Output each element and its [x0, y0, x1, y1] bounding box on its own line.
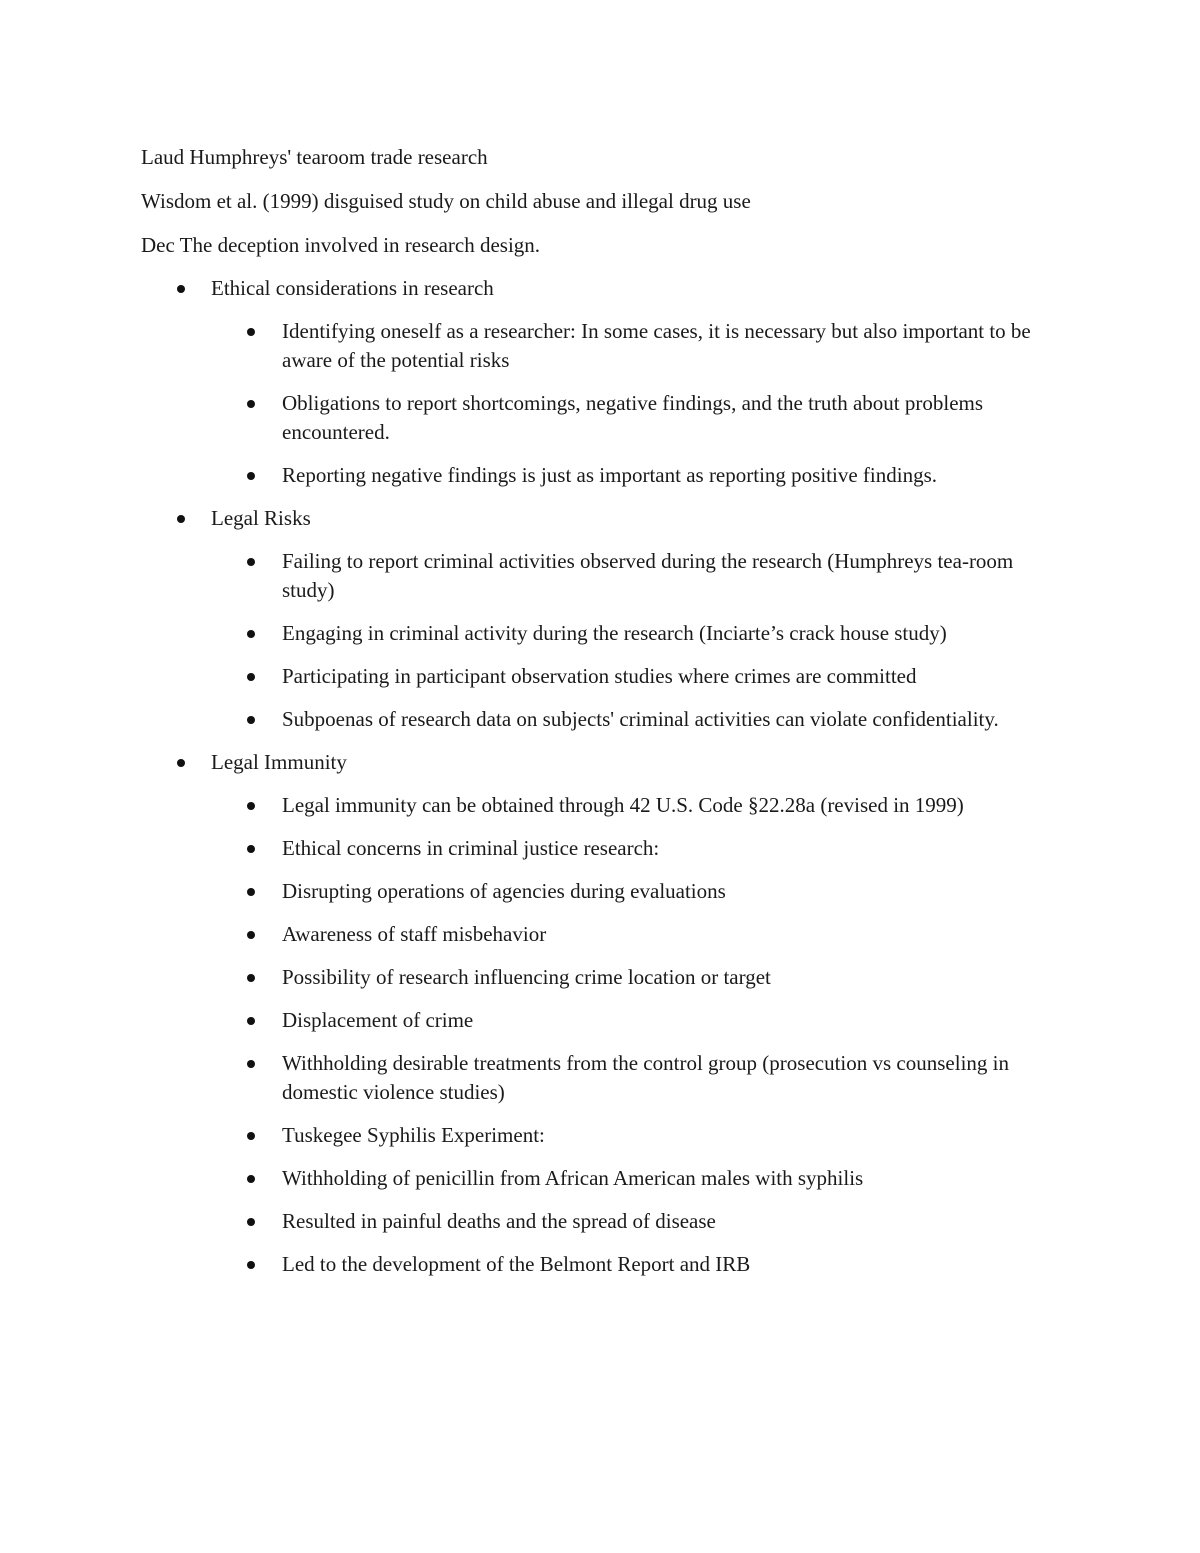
- bullet-icon: [247, 328, 255, 336]
- section-heading: Legal Immunity: [211, 750, 347, 774]
- list-item: [141, 1049, 1060, 1107]
- list-item: [141, 705, 1060, 734]
- section-heading: Ethical considerations in research: [211, 276, 494, 300]
- list-item: [141, 619, 1060, 648]
- bullet-icon: [247, 716, 255, 724]
- bullet-icon: [247, 802, 255, 810]
- list-item-text: Led to the development of the Belmont Report and IRB: [282, 1252, 751, 1276]
- list-item: [141, 547, 1060, 605]
- list-item-text: Disrupting operations of agencies during evaluations: [282, 879, 726, 903]
- bullet-icon: [177, 515, 185, 523]
- outline-list: [141, 274, 1060, 1279]
- list-item: [141, 389, 1060, 447]
- list-item-text: Legal immunity can be obtained through 42 U.S. Code §22.28a (revised in 1999): [282, 793, 964, 817]
- bullet-icon: [247, 1060, 255, 1068]
- list-item: [141, 877, 1060, 906]
- list-item: [141, 1164, 1060, 1193]
- list-item-text: Subpoenas of research data on subjects' criminal activities can violate confidentiality.: [282, 707, 999, 731]
- bullet-icon: [247, 673, 255, 681]
- list-item-text: Awareness of staff misbehavior: [282, 922, 547, 946]
- list-item-text: Participating in participant observation studies where crimes are committed: [282, 664, 917, 688]
- bullet-icon: [247, 472, 255, 480]
- intro-line-wisdom: Wisdom et al. (1999) disguised study on child abuse and illegal drug use: [141, 189, 751, 213]
- list-item: [141, 1006, 1060, 1035]
- bullet-icon: [247, 1261, 255, 1269]
- list-item-text: Reporting negative findings is just as important as reporting positive findings.: [282, 463, 937, 487]
- bullet-icon: [247, 1175, 255, 1183]
- list-item: [141, 920, 1060, 949]
- section-legal-immunity: [141, 748, 1060, 1279]
- section-ethical-considerations: [141, 274, 1060, 490]
- sub-list: [211, 547, 1060, 734]
- list-item: [141, 834, 1060, 863]
- section-heading: Legal Risks: [211, 506, 311, 530]
- bullet-icon: [247, 931, 255, 939]
- sub-list: [211, 791, 1060, 1279]
- bullet-icon: [247, 1132, 255, 1140]
- list-item: [141, 461, 1060, 490]
- list-item: [141, 1207, 1060, 1236]
- list-item-text: Ethical concerns in criminal justice research:: [282, 836, 660, 860]
- list-item-text: Engaging in criminal activity during the research (Inciarte’s crack house study): [282, 621, 947, 645]
- bullet-icon: [177, 285, 185, 293]
- list-item-text: Tuskegee Syphilis Experiment:: [282, 1123, 545, 1147]
- list-item: [141, 317, 1060, 375]
- list-item: [141, 963, 1060, 992]
- bullet-icon: [247, 400, 255, 408]
- bullet-icon: [247, 558, 255, 566]
- list-item: [141, 1121, 1060, 1150]
- intro-line-humphreys: Laud Humphreys' tearoom trade research: [141, 145, 488, 169]
- list-item-text: Obligations to report shortcomings, negative findings, and the truth about problems encountered.: [282, 391, 984, 444]
- bullet-icon: [247, 974, 255, 982]
- bullet-icon: [247, 1218, 255, 1226]
- bullet-icon: [247, 845, 255, 853]
- list-item-text: Displacement of crime: [282, 1008, 474, 1032]
- list-item-text: Resulted in painful deaths and the spread of disease: [282, 1209, 716, 1233]
- list-item: [141, 791, 1060, 820]
- list-item-text: Identifying oneself as a researcher: In some cases, it is necessary but also important to be aware of the potential risks: [282, 319, 1031, 372]
- list-item-text: Withholding of penicillin from African American males with syphilis: [282, 1166, 864, 1190]
- list-item-text: Withholding desirable treatments from the control group (prosecution vs counseling in domestic violence studies): [282, 1051, 1009, 1104]
- bullet-icon: [247, 888, 255, 896]
- bullet-icon: [247, 1017, 255, 1025]
- list-item: [141, 662, 1060, 691]
- sub-list: [211, 317, 1060, 490]
- bullet-icon: [247, 630, 255, 638]
- section-legal-risks: [141, 504, 1060, 734]
- list-item-text: Possibility of research influencing crime location or target: [282, 965, 771, 989]
- bullet-icon: [177, 759, 185, 767]
- list-item-text: Failing to report criminal activities observed during the research (Humphreys tea-room study): [282, 549, 1014, 602]
- list-item: [141, 1250, 1060, 1279]
- intro-line-deception: Dec The deception involved in research design.: [141, 233, 541, 257]
